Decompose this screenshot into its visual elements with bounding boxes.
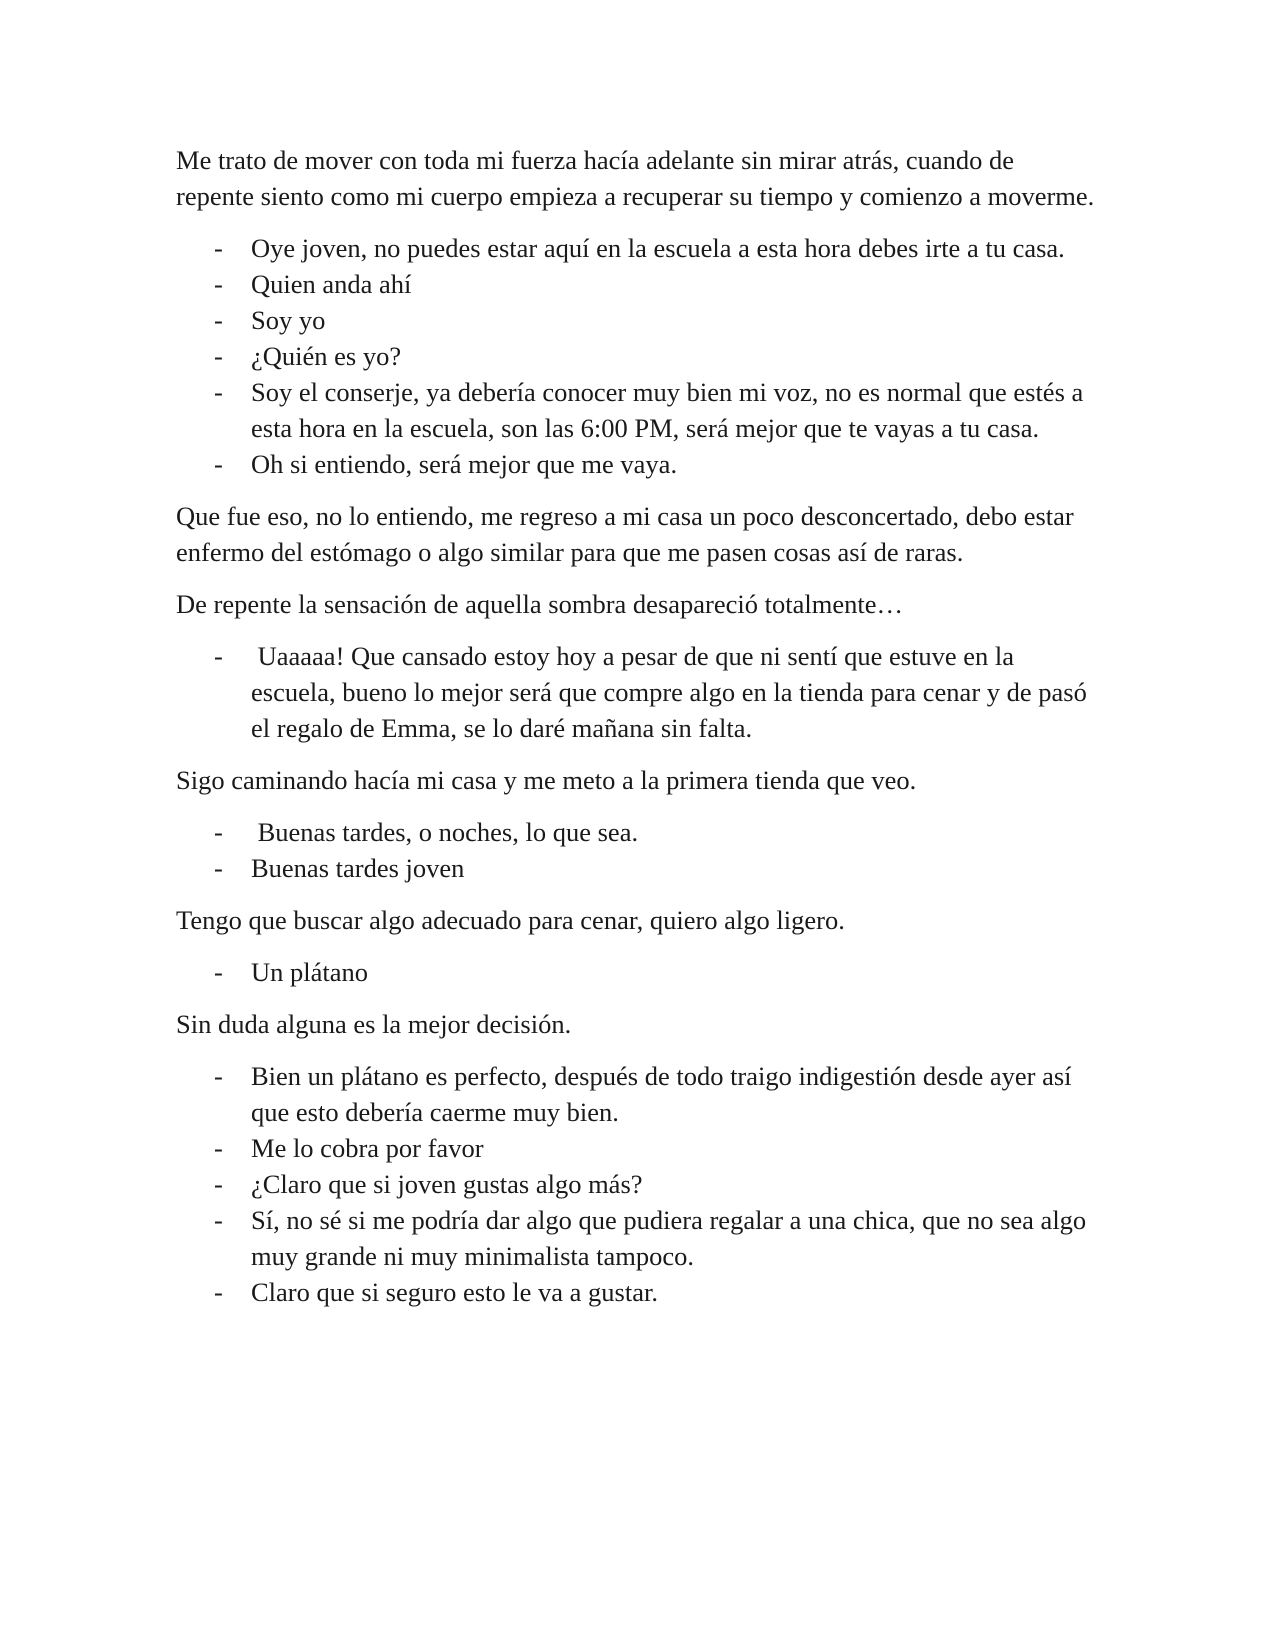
dialogue-line — [176, 446, 1096, 482]
dash-bullet: - — [214, 305, 223, 335]
dialogue-text: ¿Quién es yo? — [251, 341, 402, 371]
paragraph: Que fue eso, no lo entiendo, me regreso a mi casa un poco desconcertado, debo estar enfermo del estómago o algo similar para que me pasen cosas así de raras. — [176, 501, 1074, 567]
dialogue-line — [176, 230, 1096, 266]
dialogue-list — [176, 1058, 1096, 1310]
dialogue-text: Buenas tardes joven — [251, 853, 465, 883]
paragraph: Me trato de mover con toda mi fuerza hacía adelante sin mirar atrás, cuando de repente siento como mi cuerpo empieza a recuperar su tiempo y comienzo a moverme. — [176, 145, 1095, 211]
paragraph: Sin duda alguna es la mejor decisión. — [176, 1009, 572, 1039]
dialogue-line — [176, 302, 1096, 338]
dialogue-line — [176, 1130, 1096, 1166]
dialogue-list — [176, 814, 1096, 886]
dialogue-line — [176, 374, 1096, 446]
dialogue-line — [176, 638, 1096, 746]
dialogue-text: Bien un plátano es perfecto, después de todo traigo indigestión desde ayer así que esto debería caerme muy bien. — [251, 1061, 1072, 1127]
dash-bullet: - — [214, 1061, 223, 1091]
dash-bullet: - — [214, 1169, 223, 1199]
dash-bullet: - — [214, 449, 223, 479]
dash-bullet: - — [214, 377, 223, 407]
dialogue-text: Me lo cobra por favor — [251, 1133, 484, 1163]
dialogue-list — [176, 638, 1096, 746]
dash-bullet: - — [214, 853, 223, 883]
dialogue-text: Buenas tardes, o noches, lo que sea. — [251, 817, 639, 847]
dialogue-text: Un plátano — [251, 957, 369, 987]
dialogue-text: Claro que si seguro esto le va a gustar. — [251, 1277, 658, 1307]
dialogue-text: Oh si entiendo, será mejor que me vaya. — [251, 449, 678, 479]
dialogue-line — [176, 338, 1096, 374]
dialogue-line — [176, 1202, 1096, 1274]
paragraph: Sigo caminando hacía mi casa y me meto a la primera tienda que veo. — [176, 765, 917, 795]
dialogue-text: Sí, no sé si me podría dar algo que pudiera regalar a una chica, que no sea algo muy grande ni muy minimalista tampoco. — [251, 1205, 1087, 1271]
dash-bullet: - — [214, 817, 223, 847]
dialogue-line — [176, 954, 1096, 990]
dialogue-text: Soy el conserje, ya debería conocer muy bien mi voz, no es normal que estés a esta hora en la escuela, son las 6:00 PM, será mejor que te vayas a tu casa. — [251, 377, 1084, 443]
dialogue-line — [176, 850, 1096, 886]
dialogue-text: ¿Claro que si joven gustas algo más? — [251, 1169, 643, 1199]
dash-bullet: - — [214, 269, 223, 299]
dash-bullet: - — [214, 641, 223, 671]
dialogue-text: Quien anda ahí — [251, 269, 412, 299]
dialogue-line — [176, 814, 1096, 850]
dialogue-text: Oye joven, no puedes estar aquí en la escuela a esta hora debes irte a tu casa. — [251, 233, 1065, 263]
dialogue-text: Uaaaaa! Que cansado estoy hoy a pesar de que ni sentí que estuve en la escuela, bueno lo mejor será que compre algo en la tienda para cenar y de pasó el regalo de Emma, se lo daré mañana sin falta. — [251, 641, 1094, 743]
document-page — [176, 142, 1096, 1326]
dialogue-line — [176, 1166, 1096, 1202]
dash-bullet: - — [214, 233, 223, 263]
paragraph: Tengo que buscar algo adecuado para cenar, quiero algo ligero. — [176, 905, 845, 935]
dialogue-text: Soy yo — [251, 305, 326, 335]
dialogue-line — [176, 1058, 1096, 1130]
dash-bullet: - — [214, 1205, 223, 1235]
paragraph: De repente la sensación de aquella sombra desapareció totalmente… — [176, 589, 903, 619]
dash-bullet: - — [214, 957, 223, 987]
dash-bullet: - — [214, 341, 223, 371]
dialogue-list — [176, 954, 1096, 990]
dialogue-line — [176, 266, 1096, 302]
dialogue-line — [176, 1274, 1096, 1310]
dash-bullet: - — [214, 1133, 223, 1163]
dash-bullet: - — [214, 1277, 223, 1307]
dialogue-list — [176, 230, 1096, 482]
